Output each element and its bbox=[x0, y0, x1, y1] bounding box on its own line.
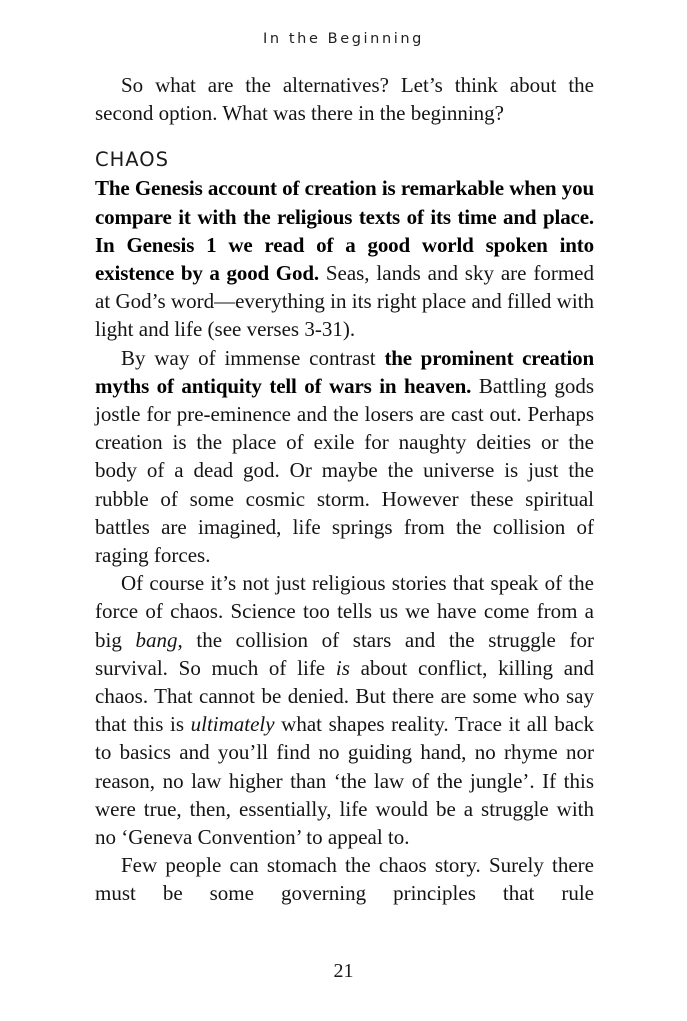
intro-paragraph: So what are the alternatives? Let’s think about the second option. What was there in the beginning? bbox=[95, 73, 594, 126]
paragraph-chaos-story: Few people can stomach the chaos story. Surely there must be some governing principles that rule bbox=[95, 853, 594, 906]
paragraph-science bbox=[95, 569, 594, 851]
paragraph-text: about conflict, killing and chaos. That cannot be denied. But there are some who say that this is bbox=[95, 655, 595, 737]
body-text bbox=[95, 71, 594, 908]
paragraph-text: Of course it’s not just religious stories that speak of the force of chaos. Science too tells us we have come from a big bbox=[95, 571, 594, 652]
running-head: In the Beginning bbox=[263, 31, 424, 47]
emphasized-text: the prominent creation myths of antiquity tell of wars in heaven. bbox=[95, 345, 595, 398]
page-number: 21 bbox=[333, 960, 354, 982]
italic-word: ultimately bbox=[190, 712, 275, 737]
paragraph-myths bbox=[95, 344, 594, 570]
paragraph-genesis bbox=[95, 174, 594, 343]
paragraph-text: Battling gods jostle for pre-eminence and the losers are cast out. Perhaps creation is the place of exile for naughty deities or the body of a dead god. Or maybe the universe is just the rubble of some cosmic storm. However these spiritual battles are imagined, life springs from the collision of raging forces. bbox=[95, 373, 594, 568]
emphasized-text: The Genesis account of creation is remarkable when you compare it with the religious texts of its time and place. In Genesis 1 we read of a good world spoken into existence by a good God. bbox=[95, 176, 594, 286]
italic-word: is bbox=[335, 655, 350, 680]
paragraph-text: , the collision of stars and the struggle for survival. So much of life bbox=[95, 627, 594, 680]
paragraph-text: what shapes reality. Trace it all back to basics and you’ll find no guiding hand, no rhyme nor reason, no law higher than ‘the law of the jungle’. If this were true, then, essentially, life would be a struggle with no ‘Geneva Convention’ to appeal to. bbox=[95, 712, 594, 850]
paragraph-text: Seas, lands and sky are formed at God’s word—everything in its right place and filled with light and life (see verses 3-31). bbox=[95, 261, 594, 342]
section-heading: CHAOS bbox=[95, 148, 170, 172]
paragraph-text: By way of immense contrast bbox=[121, 345, 385, 370]
italic-word: bang bbox=[135, 627, 178, 652]
